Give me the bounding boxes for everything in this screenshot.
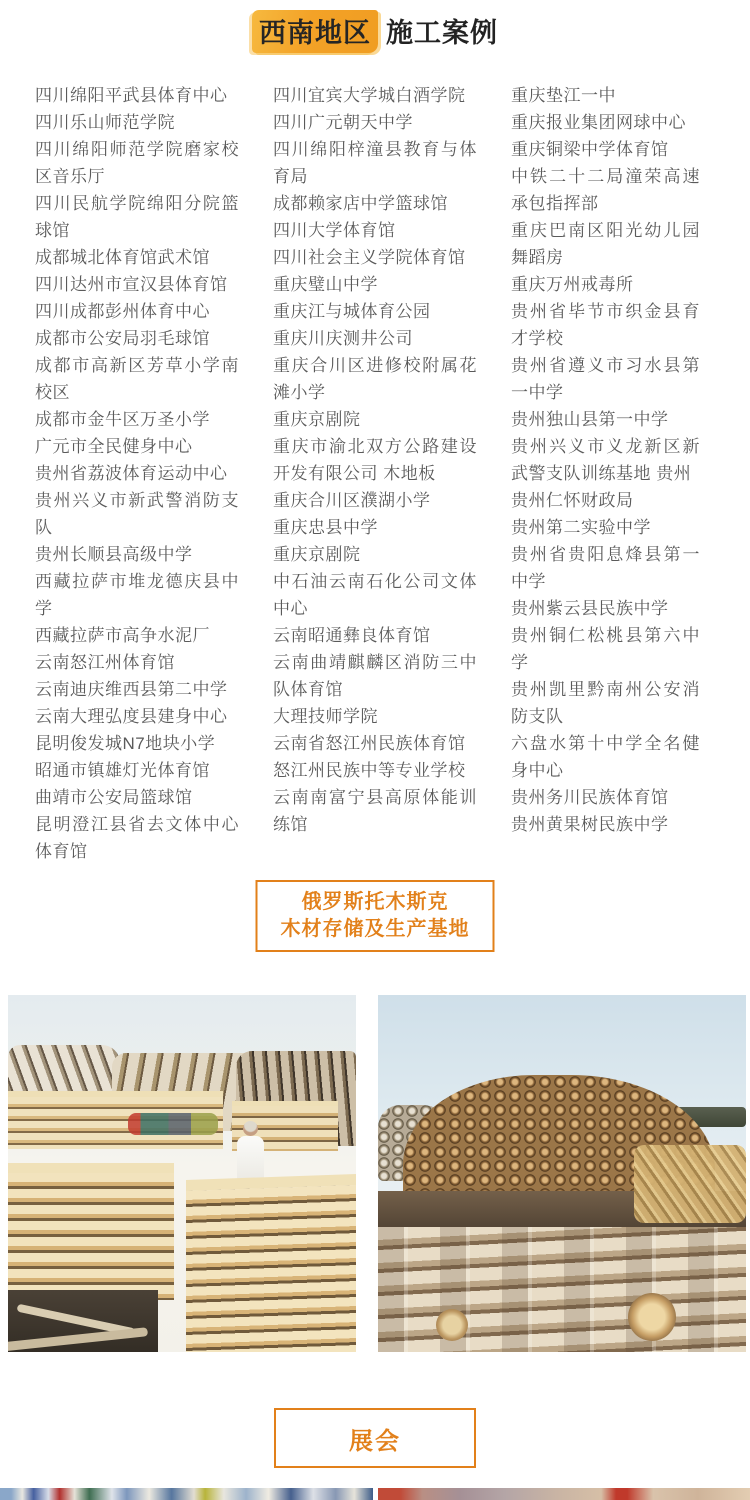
wood-debris: [634, 1145, 746, 1223]
exhibition-button[interactable]: [274, 1408, 476, 1468]
page-title: [0, 10, 750, 53]
case-item: 曲靖市公安局篮球馆: [35, 788, 193, 807]
case-item: 四川绵阳平武县体育中心: [35, 86, 228, 105]
case-item: 贵州长顺县高级中学: [35, 545, 193, 564]
case-item: 云南昭通彝良体育馆: [273, 626, 431, 645]
equipment: [128, 1113, 218, 1135]
worker-head: [243, 1121, 258, 1136]
case-item: 贵州黄果树民族中学: [511, 815, 669, 834]
case-item: 大理技师学院: [273, 707, 378, 726]
case-item: 云南大理弘度县建身中心: [35, 707, 228, 726]
case-item: 重庆巴南区阳光幼儿园舞蹈房: [511, 221, 700, 267]
case-column-1: [35, 82, 239, 865]
log-end: [628, 1293, 676, 1341]
case-item: 成都市高新区芳草小学南校区: [35, 356, 239, 402]
exhibition-label: 展会: [349, 1427, 401, 1455]
case-item: 贵州铜仁松桃县第六中学: [511, 626, 700, 672]
case-item: 重庆市渝北双方公路建设开发有限公司 木地板: [273, 437, 477, 483]
case-item: 贵州紫云县民族中学: [511, 599, 669, 618]
case-item: 云南迪庆维西县第二中学: [35, 680, 228, 699]
case-item: 四川达州市宣汉县体育馆: [35, 275, 228, 294]
case-item: 广元市全民健身中心: [35, 437, 193, 456]
section-header: [0, 10, 750, 53]
case-item: 成都市公安局羽毛球馆: [35, 329, 210, 348]
case-item: 贵州省贵阳息烽县第一中学: [511, 545, 700, 591]
russia-base-line1: 俄罗斯托木斯克: [301, 891, 449, 913]
case-item: 四川乐山师范学院: [35, 113, 175, 132]
case-column-3: [511, 82, 700, 865]
case-item: 昆明澄江县省去文体中心体育馆: [35, 815, 239, 861]
case-item: 四川大学体育馆: [273, 221, 396, 240]
case-item: 重庆垫江一中: [511, 86, 616, 105]
case-item: 中石油云南石化公司文体中心: [273, 572, 477, 618]
photo-log-storage-yard: [378, 995, 746, 1352]
case-item: 贵州兴义市新武警消防支队: [35, 491, 239, 537]
case-item: 重庆京剧院: [273, 545, 361, 564]
case-item: 四川成都彭州体育中心: [35, 302, 210, 321]
case-item: 怒江州民族中等专业学校: [273, 761, 466, 780]
case-item: 重庆合川区濮湖小学: [273, 491, 431, 510]
case-item: 贵州兴义市义龙新区新 武警支队训练基地 贵州: [511, 437, 700, 483]
log-end: [436, 1309, 468, 1341]
russia-base-line2: 木材存储及生产基地: [280, 918, 470, 940]
case-item: 贵州凯里黔南州公安消防支队: [511, 680, 700, 726]
case-item: 四川社会主义学院体育馆: [273, 248, 466, 267]
case-column-2: [273, 82, 477, 865]
case-item: 六盘水第十中学全名健身中心: [511, 734, 700, 780]
plank-stack: [8, 1163, 174, 1300]
case-item: 四川宜宾大学城白酒学院: [273, 86, 466, 105]
title-rest: 施工案例: [386, 18, 498, 48]
case-item: 重庆忠县中学: [273, 518, 378, 537]
case-item: 成都赖家店中学篮球馆: [273, 194, 448, 213]
next-photo-right-edge: [378, 1488, 750, 1500]
case-item: 重庆璧山中学: [273, 275, 378, 294]
case-item: 四川绵阳师范学院磨家校区音乐厅: [35, 140, 239, 186]
case-item: 重庆铜梁中学体育馆: [511, 140, 669, 159]
case-item: 四川广元朝天中学: [273, 113, 413, 132]
next-photo-left-edge: [0, 1488, 373, 1500]
region-highlight: 西南地区: [252, 10, 378, 53]
birch-bark-texture: [378, 1227, 746, 1352]
plank-stack: [186, 1174, 356, 1352]
case-item: 贵州省毕节市织金县育才学校: [511, 302, 700, 348]
case-item: 重庆报业集团网球中心: [511, 113, 686, 132]
case-item: 昭通市镇雄灯光体育馆: [35, 761, 210, 780]
case-item: 贵州独山县第一中学: [511, 410, 669, 429]
next-section-preview: [0, 1488, 750, 1500]
case-item: 云南南富宁县高原体能训练馆: [273, 788, 477, 834]
case-item: 贵州第二实验中学: [511, 518, 651, 537]
case-item: 西藏拉萨市高争水泥厂: [35, 626, 210, 645]
photo-lumber-plank-yard: [8, 995, 356, 1352]
case-item: 重庆万州戒毒所: [511, 275, 634, 294]
case-item: 成都市金牛区万圣小学: [35, 410, 210, 429]
case-item: 重庆合川区进修校附属花滩小学: [273, 356, 477, 402]
case-item: 云南怒江州体育馆: [35, 653, 175, 672]
photo-row: [8, 995, 746, 1352]
case-item: 昆明俊发城N7地块小学: [35, 734, 216, 753]
case-item: 重庆京剧院: [273, 410, 361, 429]
case-item: 成都城北体育馆武术馆: [35, 248, 210, 267]
case-item: 四川绵阳梓潼县教育与体育局: [273, 140, 477, 186]
case-item: 重庆川庆测井公司: [273, 329, 413, 348]
russia-base-button[interactable]: [256, 880, 495, 952]
case-item: 云南省怒江州民族体育馆: [273, 734, 466, 753]
case-item: 中铁二十二局潼荣高速承包指挥部: [511, 167, 700, 213]
case-item: 贵州务川民族体育馆: [511, 788, 669, 807]
case-list: [35, 82, 700, 865]
case-item: 贵州仁怀财政局: [511, 491, 634, 510]
case-item: 西藏拉萨市堆龙德庆县中学: [35, 572, 239, 618]
case-item: 贵州省荔波体育运动中心: [35, 464, 228, 483]
case-item: 云南曲靖麒麟区消防三中队体育馆: [273, 653, 477, 699]
case-item: 四川民航学院绵阳分院篮球馆: [35, 194, 239, 240]
case-item: 重庆江与城体育公园: [273, 302, 431, 321]
case-item: 贵州省遵义市习水县第一中学: [511, 356, 700, 402]
